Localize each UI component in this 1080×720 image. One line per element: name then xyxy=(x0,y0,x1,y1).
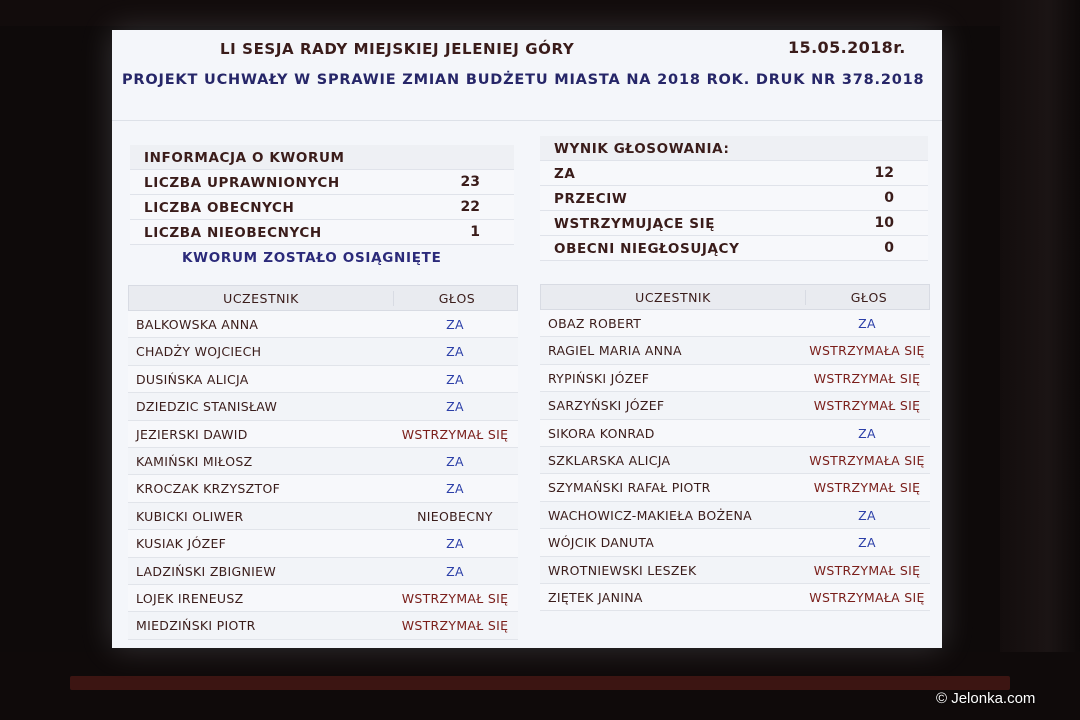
table-header xyxy=(540,284,930,310)
table-row xyxy=(540,392,930,419)
table-row xyxy=(128,475,518,502)
participant-name: RAGIEL MARIA ANNA xyxy=(548,343,682,359)
vote-result-row-for xyxy=(540,161,928,186)
participant-vote: ZA xyxy=(858,507,876,523)
quorum-label: LICZBA UPRAWNIONYCH xyxy=(144,175,340,191)
participant-name: RYPIŃSKI JÓZEF xyxy=(548,370,650,386)
quorum-value: 23 xyxy=(460,174,480,190)
participants-list-left xyxy=(128,311,518,640)
vote-result-panel xyxy=(540,136,928,261)
table-row xyxy=(128,366,518,393)
table-row xyxy=(540,447,930,474)
participant-vote: ZA xyxy=(858,425,876,441)
participant-vote: WSTRZYMAŁA SIĘ xyxy=(809,343,925,359)
table-row xyxy=(540,365,930,392)
quorum-value: 22 xyxy=(460,199,480,215)
table-row xyxy=(128,503,518,530)
participant-name: SIKORA KONRAD xyxy=(548,425,655,441)
participant-name: BALKOWSKA ANNA xyxy=(136,317,259,332)
table-row xyxy=(128,585,518,612)
vote-result-row-against xyxy=(540,186,928,211)
participant-vote: NIEOBECNY xyxy=(417,508,493,524)
participant-vote: ZA xyxy=(446,453,464,469)
table-row xyxy=(540,529,930,556)
quorum-status-message: KWORUM ZOSTAŁO OSIĄGNIĘTE xyxy=(182,250,442,266)
participants-list-right xyxy=(540,310,930,611)
vote-result-value: 12 xyxy=(874,165,894,181)
voting-display-screen xyxy=(112,30,942,648)
table-row xyxy=(540,557,930,584)
table-row xyxy=(128,311,518,338)
column-header-vote: GŁOS xyxy=(805,290,932,305)
participant-name: LADZIŃSKI ZBIGNIEW xyxy=(136,563,277,579)
participant-name: SZYMAŃSKI RAFAŁ PIOTR xyxy=(548,480,711,496)
participant-vote: WSTRZYMAŁ SIĘ xyxy=(813,398,921,414)
participant-vote: ZA xyxy=(446,317,464,332)
quorum-heading-row xyxy=(130,145,514,170)
participant-vote: ZA xyxy=(446,344,464,360)
screen-bezel xyxy=(70,676,1010,690)
table-row xyxy=(128,338,518,365)
vote-result-label: ZA xyxy=(554,166,576,182)
participant-vote: ZA xyxy=(446,563,464,579)
table-row xyxy=(540,420,930,447)
participant-vote: ZA xyxy=(446,481,464,497)
participant-name: SZKLARSKA ALICJA xyxy=(548,452,671,468)
table-row xyxy=(540,337,930,364)
participant-name: DUSIŃSKA ALICJA xyxy=(136,371,249,387)
participant-name: KUBICKI OLIWER xyxy=(136,508,244,524)
participant-name: JEZIERSKI DAWID xyxy=(136,426,248,442)
table-row xyxy=(540,584,930,611)
participant-vote: ZA xyxy=(446,399,464,415)
header-divider xyxy=(112,120,942,121)
quorum-row-absent xyxy=(130,220,514,245)
participant-vote: WSTRZYMAŁA SIĘ xyxy=(809,589,925,605)
participant-vote: WSTRZYMAŁ SIĘ xyxy=(401,426,509,442)
vote-result-label: PRZECIW xyxy=(554,191,628,207)
participant-vote: WSTRZYMAŁ SIĘ xyxy=(813,562,921,578)
participant-name: MIEDZIŃSKI PIOTR xyxy=(136,618,256,634)
session-date: 15.05.2018r. xyxy=(788,38,906,57)
vote-result-label: WSTRZYMUJĄCE SIĘ xyxy=(554,216,716,232)
participant-vote: ZA xyxy=(858,535,876,551)
participant-name: OBAZ ROBERT xyxy=(548,316,642,331)
participant-vote: ZA xyxy=(446,371,464,387)
participants-table-left xyxy=(128,285,518,640)
participant-name: DZIEDZIC STANISŁAW xyxy=(136,399,278,415)
table-row xyxy=(540,310,930,337)
quorum-label: LICZBA NIEOBECNYCH xyxy=(144,225,322,241)
quorum-heading: INFORMACJA O KWORUM xyxy=(144,150,345,166)
column-header-vote: GŁOS xyxy=(393,291,520,306)
vote-result-value: 10 xyxy=(874,215,894,231)
quorum-row-present xyxy=(130,195,514,220)
column-header-participant: UCZESTNIK xyxy=(635,290,711,305)
participant-vote: WSTRZYMAŁ SIĘ xyxy=(401,618,509,634)
table-row xyxy=(128,612,518,639)
vote-result-heading-row xyxy=(540,136,928,161)
quorum-status xyxy=(130,245,514,271)
participant-name: WROTNIEWSKI LESZEK xyxy=(548,562,697,578)
participant-vote: WSTRZYMAŁ SIĘ xyxy=(401,590,509,606)
quorum-row-eligible xyxy=(130,170,514,195)
participant-name: KROCZAK KRZYSZTOF xyxy=(136,481,281,497)
participant-name: SARZYŃSKI JÓZEF xyxy=(548,398,665,414)
table-row xyxy=(128,558,518,585)
watermark: © Jelonka.com xyxy=(936,690,1036,707)
participant-name: KAMIŃSKI MIŁOSZ xyxy=(136,453,253,469)
display-header xyxy=(112,30,942,152)
participant-vote: WSTRZYMAŁA SIĘ xyxy=(809,452,925,468)
participant-vote: ZA xyxy=(446,536,464,552)
participant-name: ZIĘTEK JANINA xyxy=(548,589,643,605)
column-header-participant: UCZESTNIK xyxy=(223,291,299,306)
participant-vote: WSTRZYMAŁ SIĘ xyxy=(813,480,921,496)
participant-vote: ZA xyxy=(858,316,876,331)
participant-vote: WSTRZYMAŁ SIĘ xyxy=(813,370,921,386)
table-header xyxy=(128,285,518,311)
room-background-right xyxy=(1000,0,1080,720)
participant-name: WÓJCIK DANUTA xyxy=(548,535,655,551)
table-row xyxy=(540,474,930,501)
vote-result-heading: WYNIK GŁOSOWANIA: xyxy=(554,141,730,157)
session-title: LI SESJA RADY MIEJSKIEJ JELENIEJ GÓRY xyxy=(220,40,575,58)
vote-result-row-not-voting xyxy=(540,236,928,261)
participants-table-right xyxy=(540,284,930,611)
participant-name: CHADŻY WOJCIECH xyxy=(136,344,262,360)
participant-name: KUSIAK JÓZEF xyxy=(136,536,227,552)
vote-result-label: OBECNI NIEGŁOSUJĄCY xyxy=(554,241,740,257)
table-row xyxy=(128,448,518,475)
table-row xyxy=(128,530,518,557)
resolution-title: PROJEKT UCHWAŁY W SPRAWIE ZMIAN BUDŻETU MIASTA NA 2018 ROK. DRUK NR 378.2018 xyxy=(122,72,925,88)
vote-result-value: 0 xyxy=(884,190,894,206)
quorum-value: 1 xyxy=(470,224,480,240)
table-row xyxy=(540,502,930,529)
vote-result-value: 0 xyxy=(884,240,894,256)
participant-name: WACHOWICZ-MAKIEŁA BOŻENA xyxy=(548,507,753,523)
participant-name: LOJEK IRENEUSZ xyxy=(136,590,244,606)
room-background-top xyxy=(0,0,1080,26)
quorum-panel xyxy=(130,145,514,271)
vote-result-row-abstain xyxy=(540,211,928,236)
table-row xyxy=(128,421,518,448)
quorum-label: LICZBA OBECNYCH xyxy=(144,200,295,216)
table-row xyxy=(128,393,518,420)
